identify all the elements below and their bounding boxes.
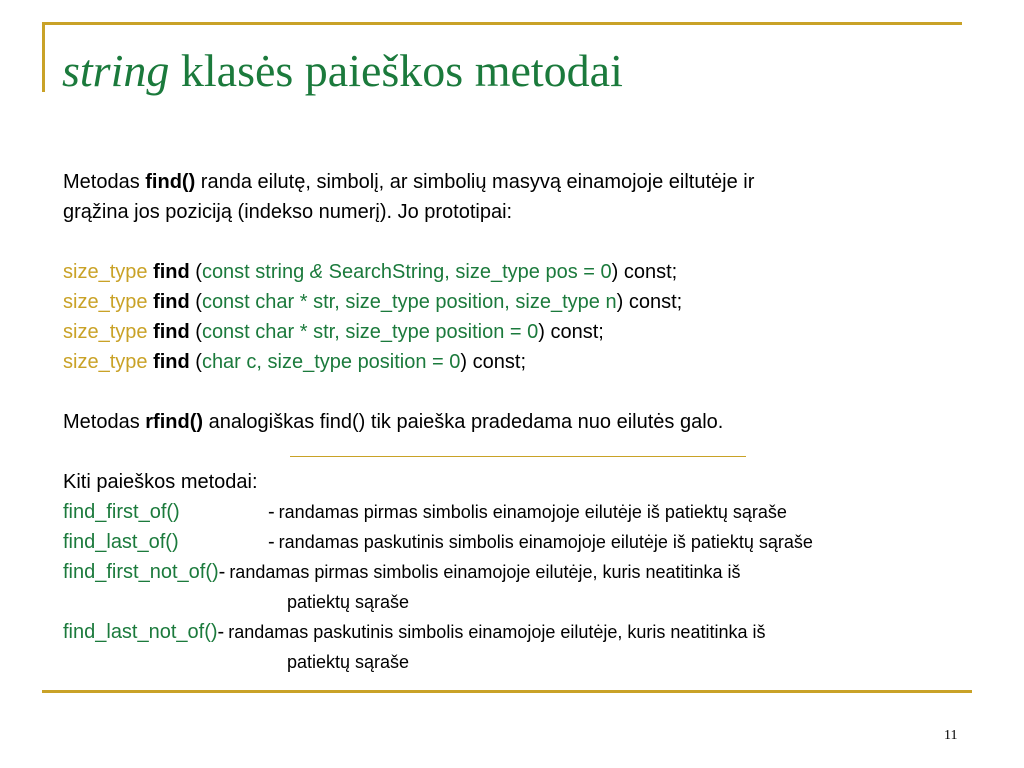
- function-name: find: [153, 321, 190, 343]
- other-methods-heading: Kiti paieškos metodai:: [63, 471, 258, 493]
- close-paren: ) const;: [538, 321, 604, 343]
- method-description-cont: patiektų sąraše: [287, 652, 410, 672]
- bottom-border-line: [42, 690, 972, 693]
- method-row: [63, 617, 983, 647]
- method-row: [63, 557, 983, 587]
- close-paren: ) const;: [460, 351, 526, 373]
- method-row: [63, 497, 983, 527]
- intro-text-cont: randa eilutę, simbolį, ar simbolių masyvą einamojoje eiltutėje ir: [195, 171, 755, 193]
- method-name: find_last_not_of(): [63, 621, 218, 643]
- method-name: find_last_of(): [63, 531, 179, 553]
- function-name: find: [153, 351, 190, 373]
- divider-line: [290, 456, 746, 457]
- dash: -: [218, 561, 226, 583]
- open-paren: (: [189, 261, 202, 283]
- dash: -: [217, 621, 225, 643]
- return-type: size_type: [63, 321, 148, 343]
- return-type: size_type: [63, 351, 148, 373]
- rfind-method-name: rfind(): [145, 411, 204, 433]
- reference-symbol: &: [309, 261, 324, 283]
- function-name: find: [153, 291, 190, 313]
- return-type: size_type: [63, 261, 148, 283]
- return-type: size_type: [63, 291, 148, 313]
- params-cont: SearchString, size_type pos = 0: [323, 261, 612, 283]
- rfind-text: Metodas: [63, 411, 146, 433]
- open-paren: (: [189, 291, 202, 313]
- open-paren: (: [189, 321, 202, 343]
- prototype-line: [63, 287, 983, 317]
- prototype-line: [63, 347, 983, 377]
- close-paren: ) const;: [616, 291, 683, 313]
- close-paren: ) const;: [611, 261, 678, 283]
- dash: -: [268, 531, 275, 553]
- params: const char * str, size_type position, size_type n: [201, 291, 617, 313]
- method-description-cont: patiektų sąraše: [287, 592, 410, 612]
- page-number: 11: [944, 728, 958, 743]
- params: const string: [201, 261, 310, 283]
- title-rest: klasės paieškos metodai: [169, 45, 623, 96]
- dash: -: [268, 501, 275, 523]
- top-border-line: [42, 22, 962, 25]
- intro-line-2: grąžina jos poziciją (indekso numerį). Jo prototipai:: [63, 201, 513, 223]
- slide-content: [63, 167, 983, 677]
- rfind-line: [63, 407, 983, 437]
- slide-title: [62, 44, 623, 97]
- method-name: find_first_of(): [63, 501, 180, 523]
- intro-line-1: [63, 167, 983, 197]
- params: const char * str, size_type position = 0: [201, 321, 539, 343]
- find-method-name: find(): [145, 171, 196, 193]
- left-border-line: [42, 22, 45, 92]
- method-description: randamas pirmas simbolis einamojoje eilutėje, kuris neatitinka iš: [229, 562, 741, 582]
- title-italic: string: [62, 45, 170, 96]
- method-description: randamas pirmas simbolis einamojoje eilutėje iš patiektų sąraše: [278, 502, 787, 522]
- intro-text: Metodas: [63, 171, 146, 193]
- method-name: find_first_not_of(): [63, 561, 219, 583]
- prototype-line: [63, 257, 983, 287]
- method-row: [63, 527, 983, 557]
- params: char c, size_type position = 0: [201, 351, 461, 373]
- rfind-text-cont: analogiškas find() tik paieška pradedama nuo eilutės galo.: [203, 411, 724, 433]
- prototype-line: [63, 317, 983, 347]
- method-description: randamas paskutinis simbolis einamojoje eilutėje, kuris neatitinka iš: [228, 622, 766, 642]
- function-name: find: [153, 261, 190, 283]
- method-description: randamas paskutinis simbolis einamojoje eilutėje iš patiektų sąraše: [278, 532, 813, 552]
- open-paren: (: [189, 351, 202, 373]
